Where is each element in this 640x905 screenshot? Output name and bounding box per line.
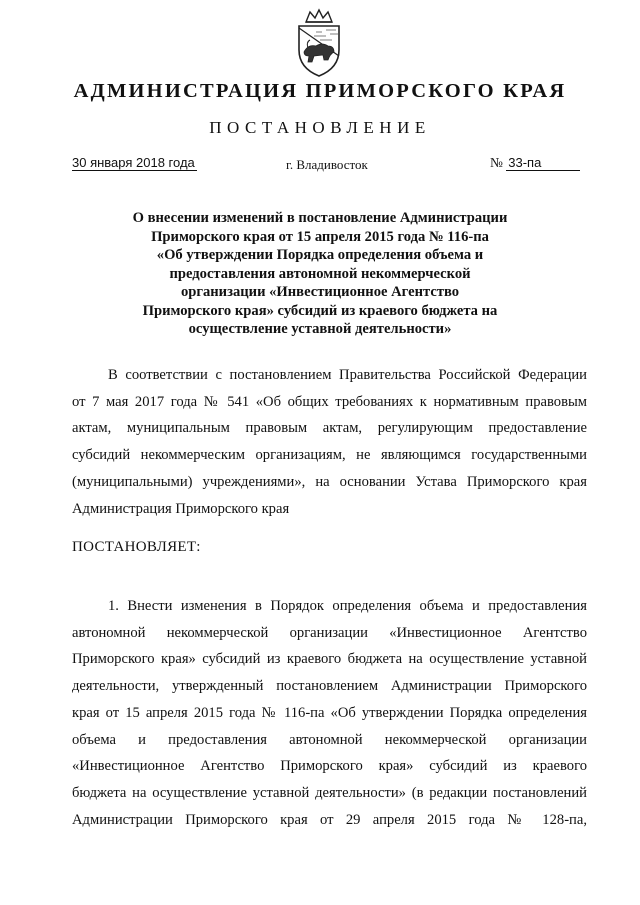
title-line: О внесении изменений в постановление Администрации bbox=[132, 210, 508, 226]
document-city: г. Владивосток bbox=[286, 157, 368, 172]
number-value: 33-па bbox=[506, 155, 580, 171]
text-line: от 7 мая 2017 года № 541 «Об общих требованиях к нормативным правовым bbox=[72, 393, 587, 410]
coat-of-arms-icon bbox=[286, 8, 352, 78]
text-line: «Инвестиционное Агентство Приморского края» субсидий из краевого bbox=[72, 758, 587, 775]
text-line: (муниципальными) учреждениями», на основании Устава Приморского края bbox=[72, 473, 587, 490]
text-line: деятельности, утвержденный постановлением Администрации Приморского bbox=[72, 678, 587, 695]
decree-word: ПОСТАНОВЛЯЕТ: bbox=[72, 539, 201, 555]
title-line: Приморского края от 15 апреля 2015 года № 116-па bbox=[151, 228, 489, 245]
document-number bbox=[490, 155, 580, 171]
text-line: Приморского края» субсидий из краевого бюджета на осуществление уставной bbox=[72, 651, 587, 668]
text-line: бюджета на осуществление уставной деятельности» (в редакции постановлений bbox=[72, 784, 587, 801]
document-title bbox=[112, 209, 528, 339]
title-line: Приморского края» субсидий из краевого бюджета на bbox=[142, 302, 498, 319]
document-date: 30 января 2018 года bbox=[72, 155, 195, 170]
text-line: Администрация Приморского края bbox=[72, 500, 290, 517]
document-type: ПОСТАНОВЛЕНИЕ bbox=[209, 118, 431, 137]
text-line: В соответствии с постановлением Правительства Российской Федерации bbox=[108, 367, 587, 383]
text-line: автономной некоммерческой организации «Инвестиционное Агентство bbox=[72, 624, 587, 641]
title-line: предоставления автономной некоммерческой bbox=[169, 265, 471, 282]
item-1-paragraph bbox=[72, 593, 587, 833]
text-line: края от 15 апреля 2015 года № 116-па «Об утверждении Порядка определения bbox=[72, 704, 587, 721]
text-line: Администрации Приморского края от 29 апреля 2015 года № 128-па, bbox=[72, 811, 587, 828]
organization-name: АДМИНИСТРАЦИЯ ПРИМОРСКОГО КРАЯ bbox=[73, 80, 567, 102]
number-prefix: № bbox=[490, 155, 503, 170]
text-line: актам, муниципальным правовым актам, регулирующим предоставление bbox=[72, 420, 587, 437]
preamble-paragraph bbox=[72, 362, 587, 522]
title-line: осуществление уставной деятельности» bbox=[188, 321, 452, 337]
title-line: организации «Инвестиционное Агентство bbox=[180, 284, 460, 300]
text-line: субсидий некоммерческим организациям, не являющимся государственными bbox=[72, 447, 587, 464]
title-line: «Об утверждении Порядка определения объема и bbox=[156, 247, 484, 263]
text-line: 1. Внести изменения в Порядок определения объема и предоставления bbox=[108, 598, 587, 614]
text-line: объема и предоставления автономной некоммерческой организации bbox=[72, 731, 587, 748]
